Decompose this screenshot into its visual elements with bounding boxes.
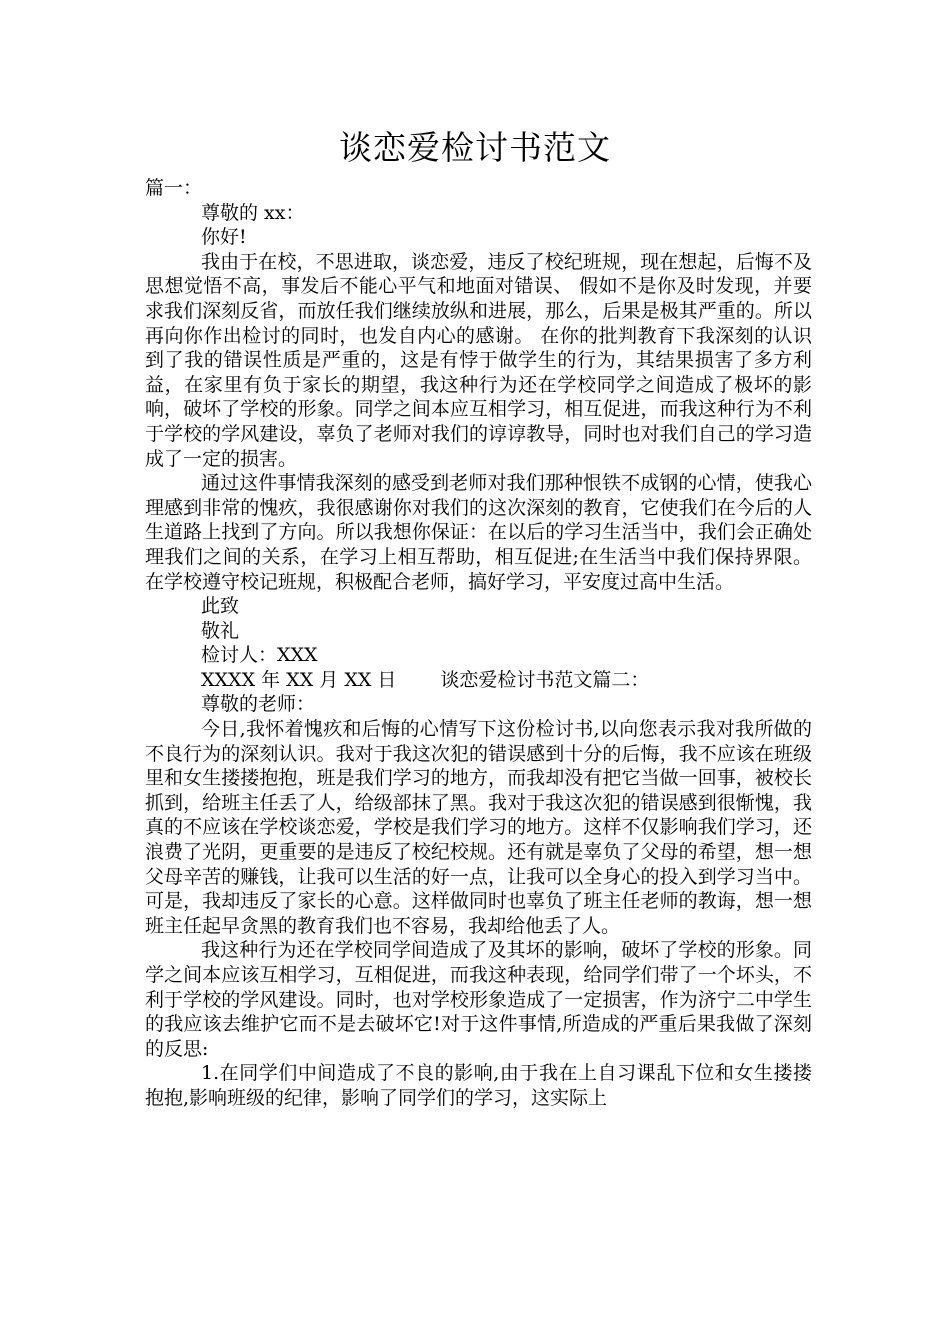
section-heading: 谈恋爱检讨书范文篇二： [440,668,650,691]
salutation: 尊敬的 xx： [201,201,305,224]
signer: 检讨人：XXX [201,644,318,667]
greeting: 你好! [201,226,247,249]
page-title: 谈恋爱检讨书范文 [339,128,611,167]
paragraph: 我这种行为还在学校同学间造成了及其坏的影响，破坏了学校的形象。同学之间本应该互相学习，互相促进，而我这种表现，给同学们带了一个坏头，不利于学校的学风建设。同时，也对学校形象造成了一定损害，作为济宁二中学生的我应该去维护它而不是去破坏它!对于这件事情,所造成的严重后果我做了深刻的反思: [145,939,812,1060]
section-heading: 篇一： [145,177,203,199]
paragraph: 今日,我怀着愧疚和后悔的心情写下这份检讨书,以向您表示我对我所做的不良行为的深刻认识。我对于我这次犯的错误感到十分的后悔，我不应该在班级里和女生搂搂抱抱，班是我们学习的地方，而我却没有把它当做一回事，被校长抓到，给班主任丢了人，给级部抹了黑。我对于我这次犯的错误感到很惭愧，我真的不应该在学校谈恋爱，学校是我们学习的地方。这样不仅影响我们学习，还浪费了光阴，更重要的是违反了校纪校规。还有就是辜负了父母的希望，想一想父母辛苦的赚钱，让我可以生活的好一点，让我可以全身心的投入到学习当中。可是，我却违反了家长的心意。这样做同时也辜负了班主任老师的教诲，想一想班主任起早贪黑的教育我们也不容易，我却给他丢了人。 [145,718,812,937]
salutation: 尊敬的老师： [201,693,316,716]
date-and-next-heading [145,668,812,693]
paragraph: 1.在同学们中间造成了不良的影响,由于我在上自习课乱下位和女生搂搂抱抱,影响班级的纪律，影响了同学们的学习，这实际上 [145,1062,812,1109]
date: XXXX 年 XX 月 XX 日 [201,668,397,691]
paragraph: 我由于在校，不思进取，谈恋爱，违反了校纪班规，现在想起，后悔不及 思想觉悟不高，事发后不能心平气和地面对错误、 假如不是你及时发现，并要求我们深刻反省，而放任我们继续放纵和进展，那么，后果是极其严重的。所以再向你作出检讨的同时，也发自内心的感谢。 在你的批判教育下我深刻的认识到了我的错误性质是严重的，这是有悖于做学生的行为，其结果损害了多方利益，在家里有负于家长的期望，我这种行为还在学校同学之间造成了极坏的影响，破坏了学校的形象。同学之间本应互相学习，相互促进，而我这种行为不利于学校的学风建设，辜负了老师对我们的谆谆教导，同时也对我们自己的学习造成了一定的损害。 [145,250,812,470]
paragraph: 通过这件事情我深刻的感受到老师对我们那种恨铁不成钢的心情，使我心理感到非常的愧疚，我很感谢你对我们的这次深刻的教育，它使我们在今后的人生道路上找到了方向。所以我想你保证：在以后的学习生活当中，我们会正确处理我们之间的关系，在学习上相互帮助，相互促进;在生活当中我们保持界限。 在学校遵守校记班规，积极配合老师，搞好学习，平安度过高中生活。 [145,472,812,593]
document-body [145,176,812,1111]
closing-line: 此致 [201,595,240,618]
closing-line: 敬礼 [201,619,240,642]
